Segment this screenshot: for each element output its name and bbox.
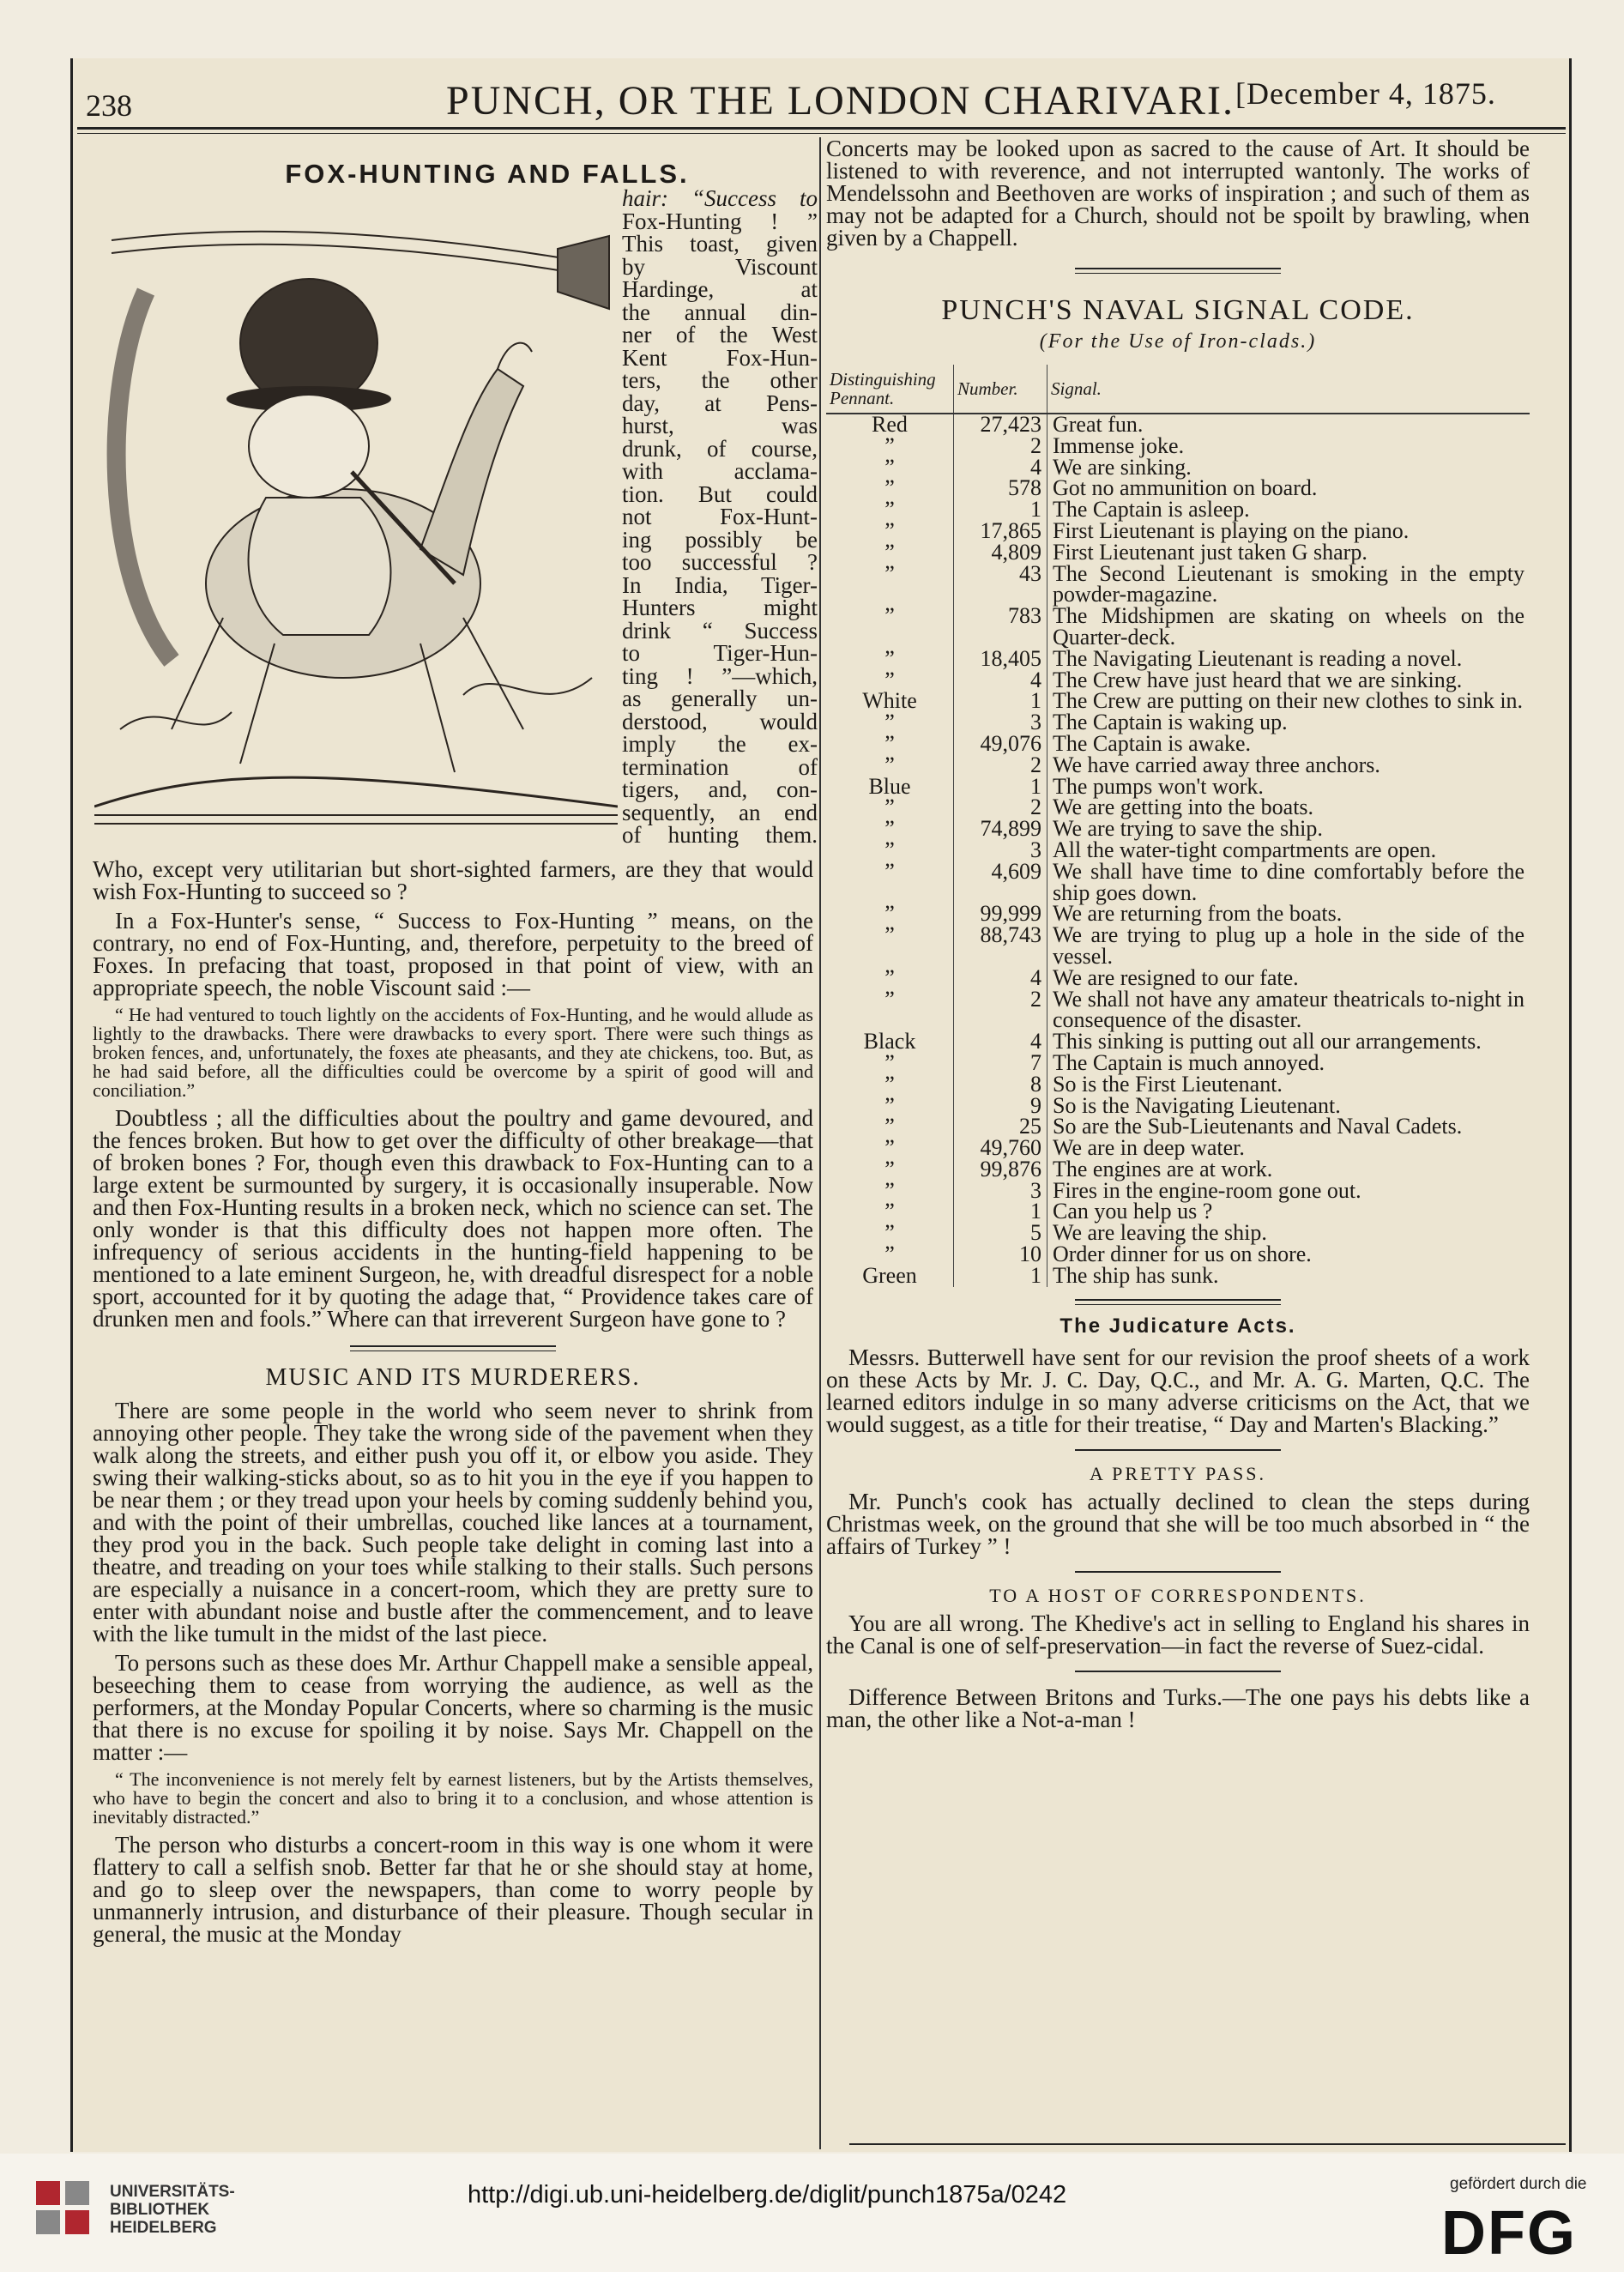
table-row xyxy=(826,1266,1530,1287)
fox-paragraph: Who, except very utilitarian but short-sighted farmers, are they that would wish Fox-Hunting to succeed so ? xyxy=(93,856,813,904)
signal-header: Signal. xyxy=(1047,365,1530,414)
fox-wrap-line: hurst, was xyxy=(622,413,818,438)
signal-cell: We are getting into the boats. xyxy=(1053,795,1314,820)
number-cell: 10 xyxy=(954,1244,1047,1266)
section-separator xyxy=(1075,1299,1281,1305)
number-cell: 1 xyxy=(954,1266,1047,1287)
pennant-cell: ” xyxy=(826,797,954,819)
fox-wrap-line: imply the ex- xyxy=(622,731,818,757)
number-cell: 99,876 xyxy=(954,1159,1047,1181)
signal-cell: So is the First Lieutenant. xyxy=(1053,1071,1283,1097)
pennant-cell: ” xyxy=(826,457,954,479)
pennant-cell: ” xyxy=(826,819,954,840)
table-row xyxy=(826,606,1530,649)
pennant-cell: ” xyxy=(826,968,954,989)
number-cell: 49,076 xyxy=(954,734,1047,755)
separator xyxy=(1075,1571,1281,1573)
separator xyxy=(1075,1449,1281,1451)
signal-cell: The Captain is waking up. xyxy=(1053,710,1288,735)
music-paragraph: The person who disturbs a concert-room in this way is one whom it were flattery to call a selfish snob. Better far that he or she should stay at home, and go to sleep over the newspapers, than come to worry people by unmannerly intrusion, and disturbance of their pleasure. Though secular in general, the music at the Monday xyxy=(93,1832,813,1947)
running-title: PUNCH, OR THE LONDON CHARIVARI. xyxy=(446,78,1235,124)
fox-wrap-line: hair: “Success to xyxy=(622,185,818,211)
fox-wrap-line: sequently, an end xyxy=(622,799,818,825)
pennant-cell: ” xyxy=(826,1053,954,1074)
number-cell: 783 xyxy=(954,606,1047,649)
library-line: HEIDELBERG xyxy=(110,2219,217,2237)
pennant-cell: ” xyxy=(826,521,954,542)
signal-table-body xyxy=(826,414,1530,1287)
naval-title: PUNCH'S NAVAL SIGNAL CODE. xyxy=(941,294,1415,326)
signal-cell: The Crew are putting on their new clothes to sink in. xyxy=(1053,688,1524,714)
table-row xyxy=(826,968,1530,989)
fox-wrap-line: too successful ? xyxy=(622,549,818,575)
difference-text: Difference Between Britons and Turks.—The one pays his debts like a man, the other like a Not-a-man ! xyxy=(826,1683,1530,1732)
pennant-cell: ” xyxy=(826,564,954,607)
dfg-logo: DFG xyxy=(1441,2199,1577,2268)
host-text: You are all wrong. The Khedive's act in selling to England his shares in the Canal is one of self-preservation—in fact the reverse of Suez-cidal. xyxy=(826,1610,1530,1659)
fox-wrap-line: In India, Tiger- xyxy=(622,571,818,598)
pennant-cell: ” xyxy=(826,1074,954,1096)
number-cell: 5 xyxy=(954,1223,1047,1244)
fox-wrap-line: Hunters might xyxy=(622,595,818,620)
naval-subtitle: (For the Use of Iron-clads.) xyxy=(1039,330,1317,353)
separator xyxy=(1075,1671,1281,1672)
table-row xyxy=(826,436,1530,457)
table-row xyxy=(826,861,1530,904)
number-cell: 43 xyxy=(954,564,1047,607)
number-cell: 4,809 xyxy=(954,542,1047,564)
table-row xyxy=(826,755,1530,776)
music-continuation: Concerts may be looked upon as sacred to the cause of Art. It should be listened to with reverence, and not interrupted wantonly. The works of Mendelssohn and Beethoven are works of inspiration ; and such of them as may not be adapted for a Church, should not be spoilt by brawling, when given by a Chappell. xyxy=(826,136,1530,251)
issue-date: [December 4, 1875. xyxy=(1235,76,1496,111)
number-cell: 1 xyxy=(954,499,1047,521)
table-row xyxy=(826,840,1530,861)
fox-wrap-line: tion. But could xyxy=(622,480,818,507)
table-row xyxy=(826,1159,1530,1181)
source-url-link[interactable]: http://digi.ub.uni-heidelberg.de/diglit/punch1875a/0242 xyxy=(468,2181,1067,2209)
signal-cell: The Captain is asleep. xyxy=(1053,497,1250,523)
number-cell: 3 xyxy=(954,712,1047,734)
fox-quote: “ He had ventured to touch lightly on the accidents of Fox-Hunting, and he would allude as lightly to the drawbacks. There were drawbacks to every sport. There were such things as broken fences, and, unfortunately, the foxes ate pheasants, and they ate chickens, too. But, as he had said before, all the difficulties could be overcome by a spirit of good will and conciliation.” xyxy=(93,1004,813,1101)
number-cell: 3 xyxy=(954,840,1047,861)
music-quote: “ The inconvenience is not merely felt by earnest listeners, but by the Artists themselves, who have to begin the concert and also to bring it to a conclusion, and whose attention is inevitably distracted.” xyxy=(93,1768,813,1828)
signal-cell: The engines are at work. xyxy=(1053,1156,1273,1181)
column-divider xyxy=(819,137,821,2149)
number-cell: 4 xyxy=(954,457,1047,479)
page-bottom-rule xyxy=(849,2143,1566,2145)
pennant-cell: ” xyxy=(826,755,954,776)
number-cell: 1 xyxy=(954,691,1047,712)
pennant-header: Distinguishing Pennant. xyxy=(826,365,954,414)
signal-cell: We are leaving the ship. xyxy=(1053,1220,1267,1246)
fox-wrap-line: termination of xyxy=(622,753,818,780)
fox-wrap-line: to Tiger-Hun- xyxy=(622,640,818,666)
pennant-cell: White xyxy=(826,691,954,712)
number-cell: 18,405 xyxy=(954,649,1047,670)
pennant-cell: ” xyxy=(826,1159,954,1181)
signal-cell: We are returning from the boats. xyxy=(1053,901,1343,927)
fox-paragraph: In a Fox-Hunter's sense, “ Success to Fox-Hunting ” means, on the contrary, no end of Fox-Hunting, and, therefore, perpetuity to the breed of Foxes. In prefacing that toast, proposed in that point of view, with an appropriate speech, the noble Viscount said :— xyxy=(93,908,813,1000)
right-column xyxy=(826,137,1530,1737)
host-title: TO A HOST OF CORRESPONDENTS. xyxy=(989,1584,1367,1606)
judicature-title: The Judicature Acts. xyxy=(1060,1314,1296,1338)
fox-wrap-line: Hardinge, at xyxy=(622,276,818,302)
fox-wrap-line: not Fox-Hunt- xyxy=(622,504,818,529)
fox-wrap-line: This toast, given xyxy=(622,231,818,257)
pennant-cell: ” xyxy=(826,1223,954,1244)
signal-cell: The pumps won't work. xyxy=(1053,773,1264,799)
page-number: 238 xyxy=(86,88,132,123)
section-separator xyxy=(1075,268,1281,274)
number-cell: 74,899 xyxy=(954,819,1047,840)
signal-cell: All the water-tight compartments are open. xyxy=(1053,837,1437,862)
signal-table xyxy=(826,365,1530,1287)
fox-paragraph: Doubtless ; all the difficulties about the poultry and game devoured, and the fences broken. But how to get over the difficulty of other breakage—that of broken bones ? For, though even this drawback to Fox-Hunting can to a large extent be surmounted by surgery, it is occasionally insuperable. Now and then Fox-Hunting results in a broken neck, which no science can set. The only wonder is that this difficulty does not happen more often. The infrequency of serious accidents in the hunting-field happening to be mentioned to a late eminent Surgeon, he, with dreadful disrespect for a noble sport, accounted for it by quoting the adage that, “ Providence takes care of drunken men and fools.” Where can that irreverent Surgeon have gone to ? xyxy=(93,1105,813,1332)
pennant-cell: ” xyxy=(826,1138,954,1159)
pennant-cell: ” xyxy=(826,989,954,1032)
fox-wrap-line: drunk, of course, xyxy=(622,435,818,462)
number-cell: 7 xyxy=(954,1053,1047,1074)
table-row xyxy=(826,1053,1530,1074)
signal-cell: Can you help us ? xyxy=(1053,1199,1213,1224)
judicature-text: Messrs. Butterwell have sent for our revision the proof sheets of a work on these Acts by Mr. J. C. Day, Q.C., and Mr. A. G. Marten, Q.C. The learned editors indulge in so many adverse criticisms on the Act, that we would suggest, as a title for their treatise, “ Day and Marten's Blacking.” xyxy=(826,1344,1530,1437)
signal-cell: Order dinner for us on shore. xyxy=(1053,1242,1312,1267)
pretty-pass-text: Mr. Punch's cook has actually declined to clean the steps during Christmas week, on the ground that she will be too much absorbed in “ the affairs of Turkey ” ! xyxy=(826,1488,1530,1559)
pennant-cell: ” xyxy=(826,712,954,734)
table-row xyxy=(826,564,1530,607)
signal-cell: So is the Navigating Lieutenant. xyxy=(1053,1092,1341,1118)
fox-hunting-wrap-text xyxy=(622,187,818,847)
pennant-cell: ” xyxy=(826,1181,954,1202)
signal-cell: We are sinking. xyxy=(1053,454,1192,480)
pennant-cell: ” xyxy=(826,478,954,499)
fox-wrap-line: by Viscount xyxy=(622,253,818,280)
pennant-cell: ” xyxy=(826,861,954,904)
music-paragraph: To persons such as these does Mr. Arthur Chappell make a sensible appeal, beseeching them to cease from worrying the audience, as well as the performers, at the Monday Popular Concerts, where so charming is the music that there is no excuse for spoiling it by noise. Says Mr. Chappell on the matter :— xyxy=(93,1650,813,1765)
fox-wrap-line: Fox-Hunting ! ” xyxy=(622,208,818,234)
fox-wrap-line: ting ! ”—which, xyxy=(622,662,818,689)
music-title: MUSIC AND ITS MURDERERS. xyxy=(265,1364,641,1391)
fox-wrap-line: the annual din- xyxy=(622,299,818,325)
section-separator xyxy=(350,1345,556,1351)
number-cell: 1 xyxy=(954,776,1047,798)
digitization-footer xyxy=(0,2154,1624,2272)
signal-table-header xyxy=(826,365,1530,414)
pennant-cell: Red xyxy=(826,414,954,436)
fox-wrap-line: ing possibly be xyxy=(622,526,818,553)
number-cell: 2 xyxy=(954,755,1047,776)
table-row xyxy=(826,649,1530,670)
signal-cell: The Captain is awake. xyxy=(1053,730,1252,756)
signal-cell: We have carried away three anchors. xyxy=(1053,752,1380,777)
signal-cell: The Navigating Lieutenant is reading a novel. xyxy=(1053,645,1463,671)
signal-cell: So are the Sub-Lieutenants and Naval Cadets. xyxy=(1053,1114,1463,1139)
signal-cell: We are trying to plug up a hole in the side of the vessel. xyxy=(1053,922,1524,969)
fox-wrap-line: tigers, and, con- xyxy=(622,776,818,802)
number-cell: 9 xyxy=(954,1096,1047,1117)
fox-wrap-line: Kent Fox-Hun- xyxy=(622,344,818,371)
number-cell: 2 xyxy=(954,436,1047,457)
number-cell: 4 xyxy=(954,1031,1047,1053)
header-rule-thin xyxy=(77,133,1566,134)
funding-note: gefördert durch die xyxy=(1450,2175,1587,2193)
number-cell: 4 xyxy=(954,670,1047,692)
pennant-cell: ” xyxy=(826,1244,954,1266)
number-cell: 1 xyxy=(954,1201,1047,1223)
number-cell: 17,865 xyxy=(954,521,1047,542)
table-row xyxy=(826,1074,1530,1096)
pretty-pass-title: A PRETTY PASS. xyxy=(1089,1462,1267,1484)
pennant-cell: ” xyxy=(826,542,954,564)
header-rule xyxy=(77,127,1566,130)
signal-cell: The Midshipmen are skating on wheels on the Quarter-deck. xyxy=(1053,603,1524,650)
pennant-cell: ” xyxy=(826,734,954,755)
number-cell: 49,760 xyxy=(954,1138,1047,1159)
number-cell: 27,423 xyxy=(954,414,1047,436)
pennant-cell: ” xyxy=(826,649,954,670)
pennant-cell: ” xyxy=(826,1096,954,1117)
fox-wrap-line: derstood, would xyxy=(622,708,818,734)
number-cell: 2 xyxy=(954,989,1047,1032)
fox-wrap-line: as generally un- xyxy=(622,686,818,711)
number-cell: 2 xyxy=(954,797,1047,819)
fox-wrap-line: of hunting them. xyxy=(622,822,818,848)
signal-cell: Got no ammunition on board. xyxy=(1053,475,1318,501)
pennant-cell: ” xyxy=(826,1201,954,1223)
signal-cell: We are resigned to our fate. xyxy=(1053,964,1299,990)
signal-cell: The Captain is much annoyed. xyxy=(1053,1049,1325,1075)
signal-cell: The Second Lieutenant is smoking in the empty powder-magazine. xyxy=(1053,560,1524,607)
music-paragraph: There are some people in the world who seem never to shrink from annoying other people. They take the wrong side of the pavement when they walk along the streets, and either push you off it, or elbow you aside. They swing their walking-sticks about, so as to hit you in the eye if you happen to be near them ; or they tread upon your heels by coming suddenly behind you, and with the point of their umbrellas, couched like lances at a tournament, they prod you in the back. Such people take delight in coming last into a theatre, and treading on your toes while stalking to their stalls. Such persons are especially a nuisance in a concert-room, which they are pretty sure to enter with abundant noise and bustle after the commencement, and to leave with the like tumult in the midst of the last piece. xyxy=(93,1398,813,1647)
signal-cell: We shall not have any amateur theatricals to-night in consequence of the disaster. xyxy=(1053,986,1524,1033)
number-cell: 25 xyxy=(954,1116,1047,1138)
fox-wrap-line: ters, the other xyxy=(622,367,818,393)
left-column xyxy=(93,159,813,189)
number-header: Number. xyxy=(954,365,1047,414)
signal-cell: The Crew have just heard that we are sinking. xyxy=(1053,667,1463,692)
number-cell: 99,999 xyxy=(954,903,1047,925)
signal-cell: First Lieutenant is playing on the piano. xyxy=(1053,517,1410,543)
number-cell: 4 xyxy=(954,968,1047,989)
library-line: BIBLIOTHEK xyxy=(110,2201,210,2219)
signal-cell: We are trying to save the ship. xyxy=(1053,816,1323,842)
pennant-cell: ” xyxy=(826,1116,954,1138)
pennant-cell: Green xyxy=(826,1266,954,1287)
pennant-cell: ” xyxy=(826,436,954,457)
signal-cell: Great fun. xyxy=(1053,412,1144,437)
number-cell: 88,743 xyxy=(954,925,1047,968)
table-row xyxy=(826,542,1530,564)
signal-cell: We are in deep water. xyxy=(1053,1135,1245,1161)
library-name xyxy=(110,2183,235,2237)
signal-cell: Immense joke. xyxy=(1053,432,1185,458)
pennant-cell: ” xyxy=(826,925,954,968)
number-cell: 8 xyxy=(954,1074,1047,1096)
table-row xyxy=(826,989,1530,1032)
left-column-body xyxy=(93,858,813,1952)
number-cell: 3 xyxy=(954,1181,1047,1202)
table-row xyxy=(826,925,1530,968)
signal-cell: First Lieutenant just taken G sharp. xyxy=(1053,539,1367,565)
pennant-cell: ” xyxy=(826,840,954,861)
signal-cell: We shall have time to dine comfortably before the ship goes down. xyxy=(1053,858,1524,905)
pennant-cell: Blue xyxy=(826,776,954,798)
signal-cell: This sinking is putting out all our arrangements. xyxy=(1053,1029,1482,1054)
pennant-cell: Black xyxy=(826,1031,954,1053)
number-cell: 4,609 xyxy=(954,861,1047,904)
pennant-cell: ” xyxy=(826,903,954,925)
signal-cell: Fires in the engine-room gone out. xyxy=(1053,1177,1361,1203)
library-line: UNIVERSITÄTS- xyxy=(110,2183,235,2201)
table-row xyxy=(826,414,1530,436)
pennant-cell: ” xyxy=(826,499,954,521)
fox-hunting-title: FOX-HUNTING AND FALLS. xyxy=(285,159,690,189)
pennant-cell: ” xyxy=(826,670,954,692)
number-cell: 578 xyxy=(954,478,1047,499)
fox-wrap-lines xyxy=(622,187,818,847)
fox-wrap-line: ner of the West xyxy=(622,322,818,347)
fox-wrap-line: drink “ Success xyxy=(622,617,818,644)
cartoon-illustration xyxy=(94,215,618,832)
signal-cell: The ship has sunk. xyxy=(1053,1262,1219,1288)
pennant-cell: ” xyxy=(826,606,954,649)
fox-wrap-line: day, at Pens- xyxy=(622,390,818,416)
library-logo-icon xyxy=(34,2179,91,2236)
fox-wrap-line: with acclama- xyxy=(622,458,818,484)
